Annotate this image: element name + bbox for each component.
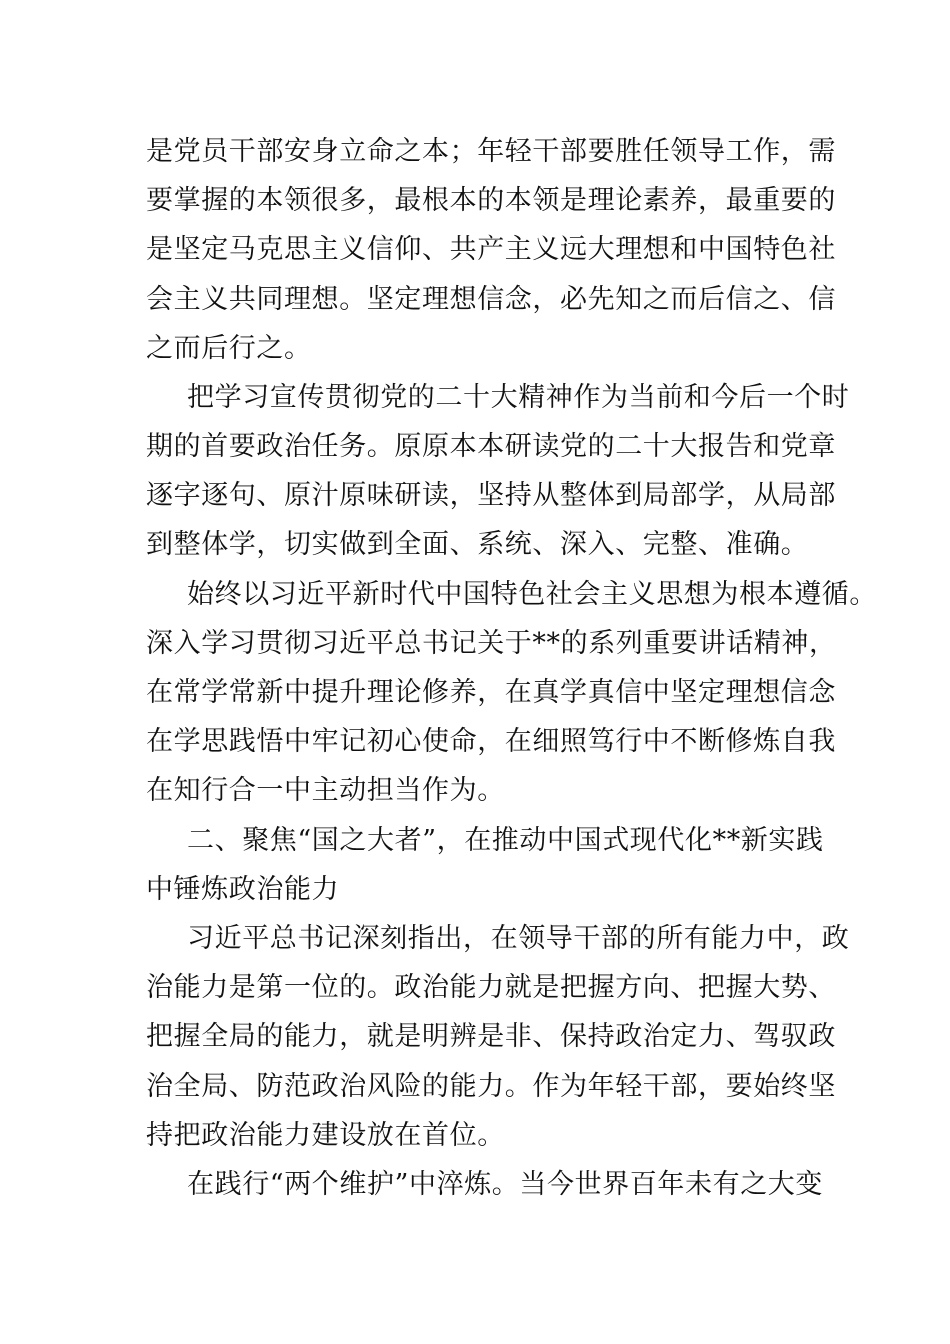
- text-line: 会主义共同理想。坚定理想信念，必先知之而后信之、信: [146, 284, 836, 315]
- paragraph-first-line: 在践行“两个维护”中淬炼。当今世界百年未有之大变: [187, 1169, 824, 1200]
- paragraph-first-line: 始终以习近平新时代中国特色社会主义思想为根本遵循。: [187, 579, 877, 610]
- text-line: 在常学常新中提升理论修养，在真学真信中坚定理想信念: [146, 677, 836, 708]
- text-line: 把握全局的能力，就是明辨是非、保持政治定力、驾驭政: [146, 1021, 836, 1052]
- paragraph-first-line: 把学习宣传贯彻党的二十大精神作为当前和今后一个时: [187, 382, 850, 413]
- section-heading-cont: 中锤炼政治能力: [146, 874, 340, 905]
- text-line: 是党员干部安身立命之本；年轻干部要胜任领导工作，需: [146, 136, 836, 167]
- text-line: 期的首要政治任务。原原本本研读党的二十大报告和党章: [146, 431, 836, 462]
- text-line: 逐字逐句、原汁原味研读，坚持从整体到局部学，从局部: [146, 480, 836, 511]
- text-line: 在学思践悟中牢记初心使命，在细照笃行中不断修炼自我: [146, 726, 836, 757]
- text-line: 是坚定马克思主义信仰、共产主义远大理想和中国特色社: [146, 234, 836, 265]
- text-line: 持把政治能力建设放在首位。: [146, 1120, 505, 1151]
- text-line: 治全局、防范政治风险的能力。作为年轻干部，要始终坚: [146, 1071, 836, 1102]
- text-line: 之而后行之。: [146, 333, 312, 364]
- text-line: 深入学习贯彻习近平总书记关于**的系列重要讲话精神，: [146, 628, 837, 659]
- paragraph-first-line: 习近平总书记深刻指出，在领导干部的所有能力中，政: [187, 923, 850, 954]
- text-line: 治能力是第一位的。政治能力就是把握方向、把握大势、: [146, 972, 836, 1003]
- text-line: 在知行合一中主动担当作为。: [146, 775, 505, 806]
- section-heading: 二、聚焦“国之大者”，在推动中国式现代化**新实践: [187, 825, 824, 856]
- text-line: 要掌握的本领很多，最根本的本领是理论素养，最重要的: [146, 185, 836, 216]
- text-line: 到整体学，切实做到全面、系统、深入、完整、准确。: [146, 529, 809, 560]
